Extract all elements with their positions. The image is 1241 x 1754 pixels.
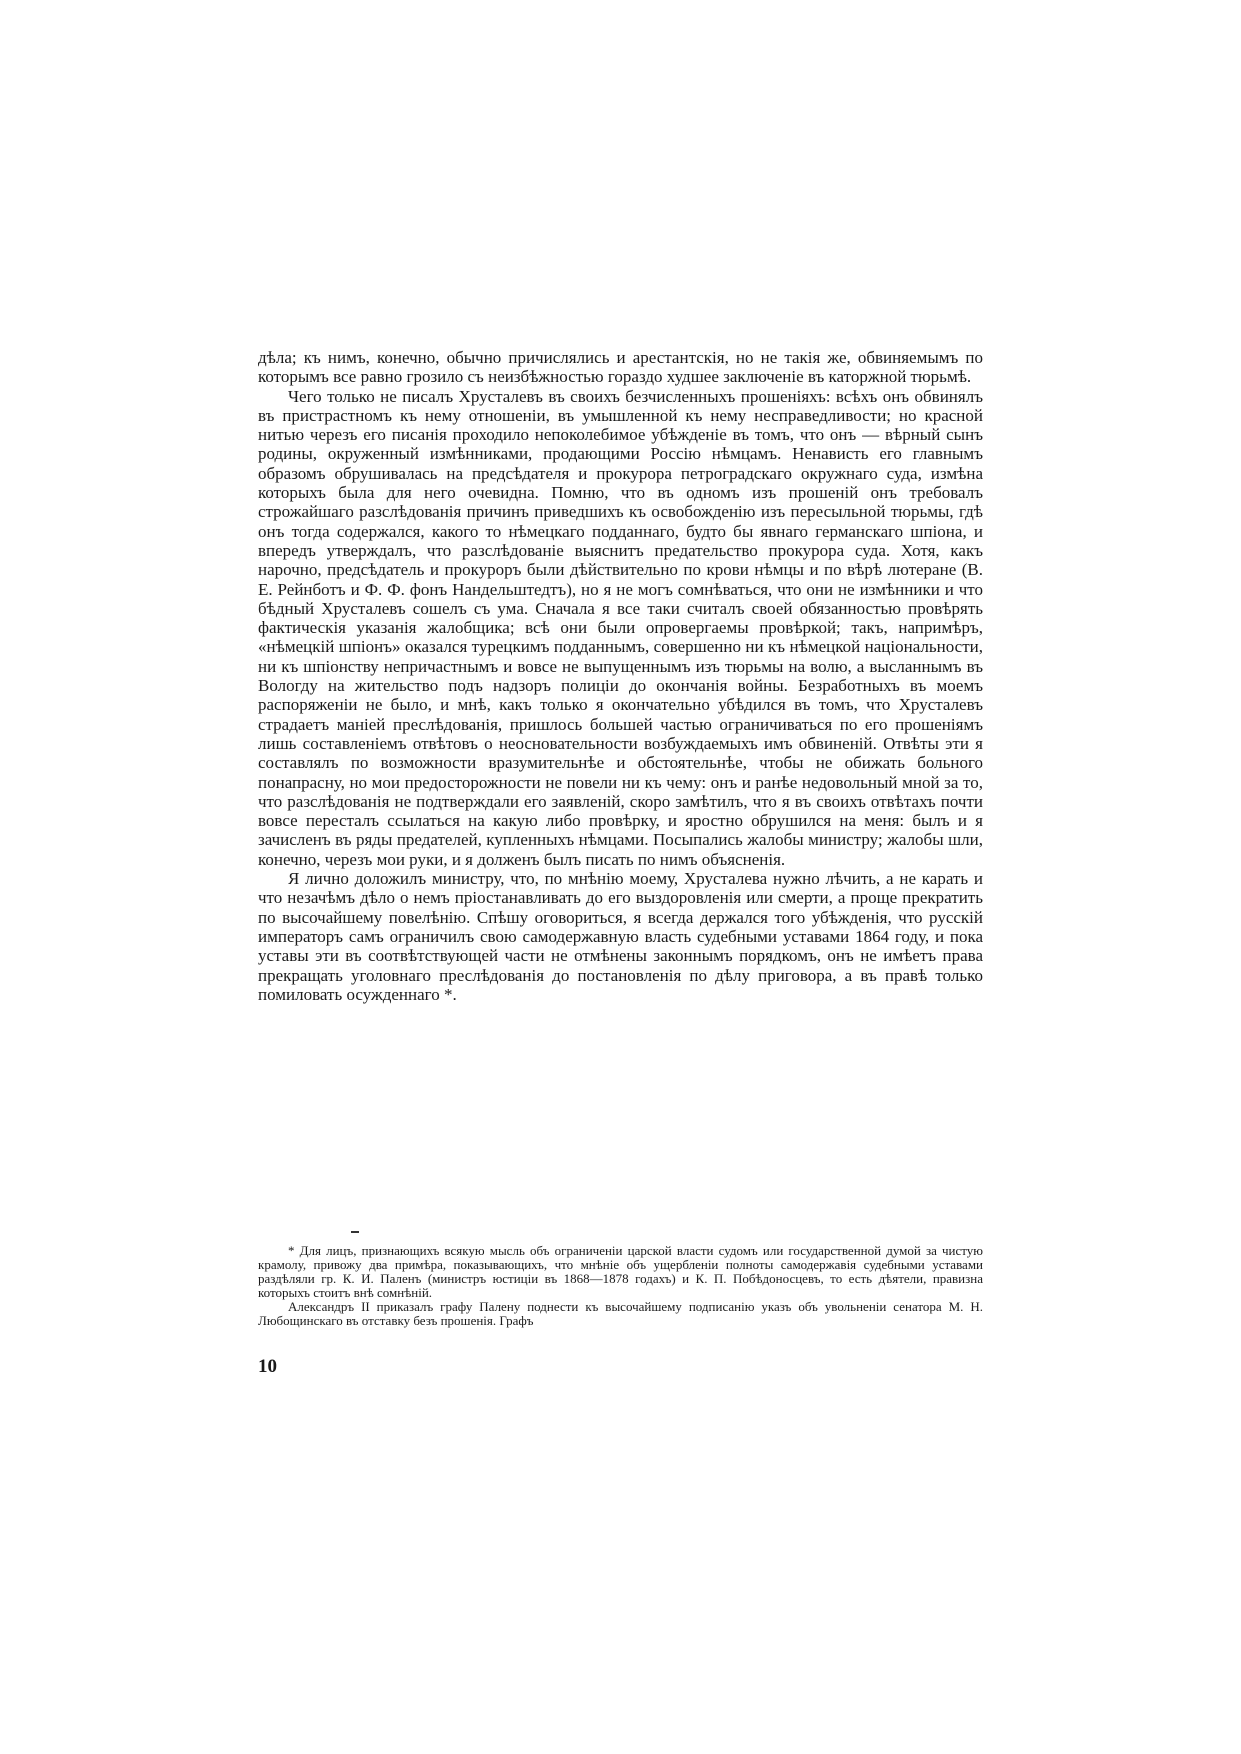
- paragraph-report-to-minister: Я лично доложилъ министру, что, по мнѣнію моему, Хрусталева нужно лѣчить, а не карать и что незачѣмъ дѣло о немъ пріостанавливать до его выздоровленія или смерти, а проще прекратить по высочайшему повелѣнію. Спѣшу оговориться, я всегда держался того убѣжденія, что русскій императоръ самъ ограничилъ свою самодержавную власть судебными уставами 1864 году, и пока уставы эти въ соотвѣтствующей части не отмѣнены законнымъ порядкомъ, онъ не имѣетъ права прекращать уголовнаго преслѣдованія до постановленія по дѣлу приговора, а въ правѣ только помиловать осужденнаго *.: [258, 869, 983, 1004]
- footnote-1: * Для лицъ, признающихъ всякую мысль объ ограниченіи царской власти судомъ или государственной думой за чистую крамолу, привожу два примѣра, показывающихъ, что мнѣніе объ ущербленіи полноты самодержавія судебными уставами раздѣляли гр. К. И. Паленъ (министръ юстиціи въ 1868—1878 годахъ) и К. П. Побѣдоносцевъ, то есть дѣятели, правизна которыхъ стоитъ внѣ сомнѣній.: [258, 1243, 983, 1301]
- paragraph-continuation: дѣла; къ нимъ, конечно, обычно причислялись и арестантскія, но не такія же, обвиняемымъ по которымъ все равно грозило съ неизбѣжностью гораздо худшее заключеніе въ каторжной тюрьмѣ.: [258, 348, 983, 387]
- paragraph-khrustalev-petitions: Чего только не писалъ Хрусталевъ въ своихъ безчисленныхъ прошеніяхъ: всѣхъ онъ обвинялъ въ пристрастномъ къ нему отношеніи, въ умышленной къ нему несправедливости; но красной нитью черезъ его писанія проходило непоколебимое убѣжденіе въ томъ, что онъ — вѣрный сынъ родины, окруженный измѣнниками, продающими Россію нѣмцамъ. Ненависть его главнымъ образомъ обрушивалась на предсѣдателя и прокурора петроградскаго окружнаго суда, измѣна которыхъ была для него очевидна. Помню, что въ одномъ изъ прошеній онъ требовалъ строжайшаго разслѣдованія причинъ приведшихъ къ освобожденію изъ пересыльной тюрьмы, гдѣ онъ тогда содержался, какого то нѣмецкаго подданнаго, будто бы явнаго германскаго шпіона, и впередъ утверждалъ, что разслѣдованіе выяснитъ предательство прокурора суда. Хотя, какъ нарочно, предсѣдатель и прокуроръ были дѣйствительно по крови нѣмцы и по вѣрѣ лютеране (В. Е. Рейнботъ и Ф. Ф. фонъ Нандельштедтъ), но я не могъ сомнѣваться, что они не измѣнники и что бѣдный Хрусталевъ сошелъ съ ума. Сначала я все таки считалъ своей обязанностью провѣрять фактическія указанія жалобщика; всѣ они были опровергаемы провѣркой; такъ, напримѣръ, «нѣмецкій шпіонъ» оказался турецкимъ подданнымъ, совершенно ни къ нѣмецкой національности, ни къ шпіонству непричастнымъ и вовсе не выпущеннымъ изъ тюрьмы на волю, а высланнымъ въ Вологду на жительство подъ надзоръ полиціи до окончанія войны. Безработныхъ въ моемъ распоряженіи не было, и мнѣ, какъ только я окончательно убѣдился въ томъ, что Хрусталевъ страдаетъ маніей преслѣдованія, пришлось большей частью ограничиваться по его прошеніямъ лишь составленіемъ отвѣтовъ о неосновательности возбуждаемыхъ имъ обвиненій. Отвѣты эти я составлялъ по возможности вразумительнѣе и обстоятельнѣе, чтобы не обижать больного понапрасну, но мои предосторожности не повели ни къ чему: онъ и ранѣе недовольный мной за то, что разслѣдованія не подтверждали его заявленій, скоро замѣтилъ, что я въ своихъ отвѣтахъ почти вовсе пересталъ ссылаться на какую либо провѣрку, и яростно обрушился на меня: былъ и я зачисленъ въ ряды предателей, купленныхъ нѣмцами. Посыпались жалобы министру; жалобы шли, конечно, черезъ мои руки, и я долженъ былъ писать по нимъ объясненія.: [258, 386, 983, 869]
- footnote-2: Александръ II приказалъ графу Палену поднести къ высочайшему подписанію указъ объ увольненіи сенатора М. Н. Любощинскаго въ отставку безъ прошенія. Графъ: [258, 1299, 983, 1329]
- main-text: [258, 348, 983, 1004]
- page-number: 10: [258, 1356, 277, 1377]
- footnotes: [258, 1244, 983, 1329]
- footnote-separator: [351, 1231, 359, 1233]
